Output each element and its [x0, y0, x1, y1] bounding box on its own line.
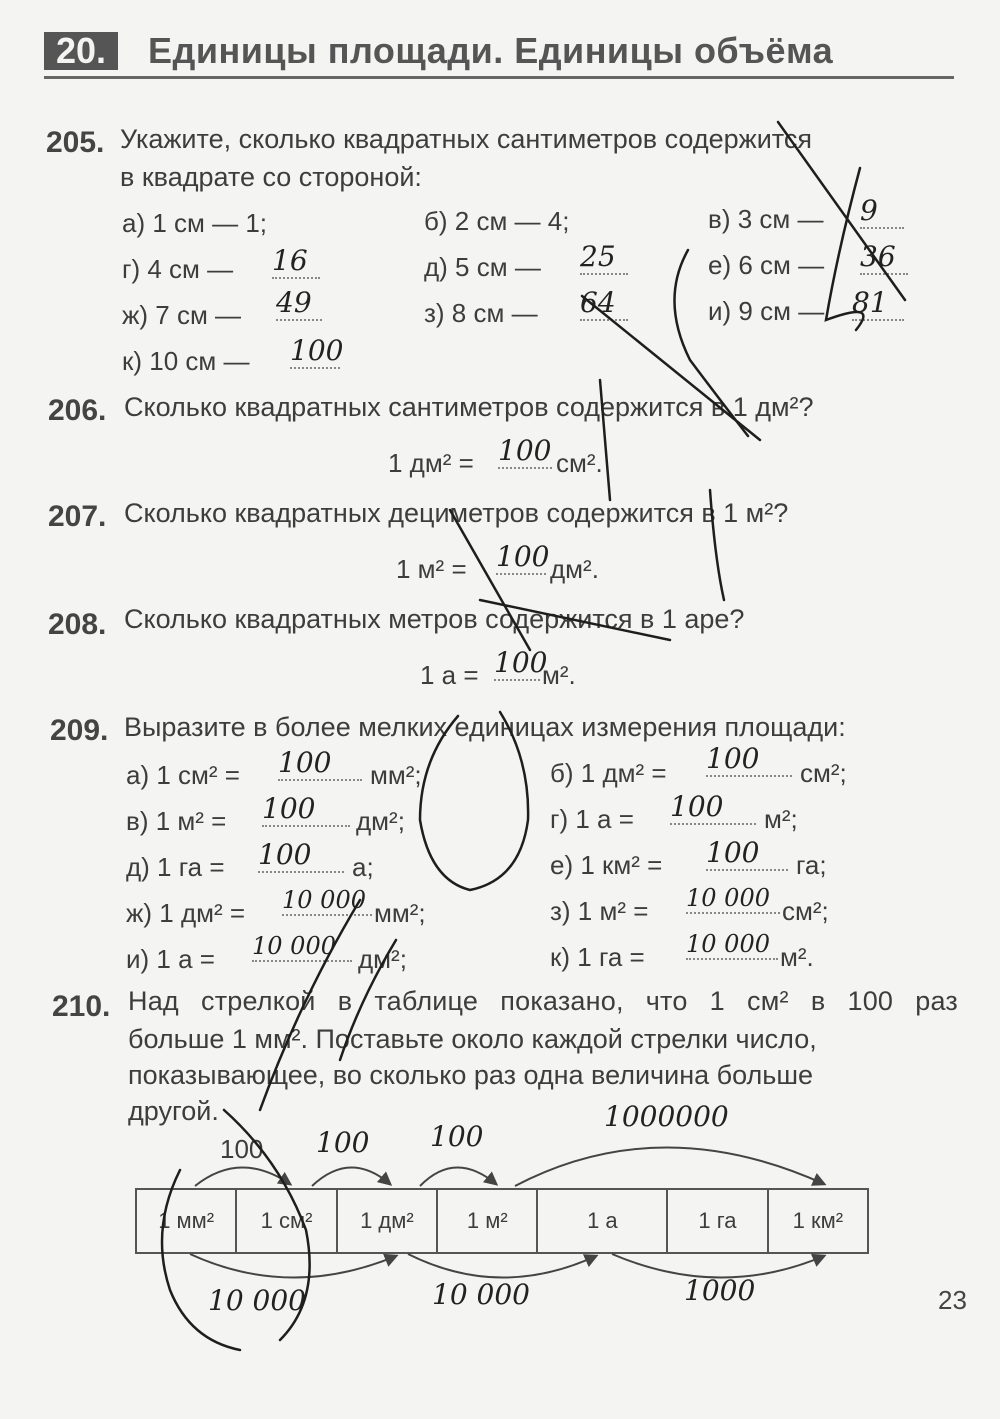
arrow-mm-dm: [190, 1254, 396, 1278]
chapter-number: 20.: [44, 32, 118, 70]
exercise-210-line1: Над стрелкой в таблице показано, что 1 см² в 100 раз: [128, 986, 958, 1016]
ex209-item-b-left: б) 1 дм² =: [550, 758, 667, 788]
exercise-210-line2: больше 1 мм². Поставьте около каждой стрелки число,: [128, 1024, 817, 1054]
exercise-210-line3: показывающее, во сколько раз одна величина больше: [128, 1060, 814, 1090]
ex205-answer-i: 81: [852, 286, 904, 321]
ex205-item-i: и) 9 см —: [708, 296, 825, 326]
ex209-item-d-left: д) 1 га =: [126, 852, 225, 882]
ex207-eq-left: 1 м² =: [396, 554, 467, 584]
ex208-eq-left: 1 а =: [420, 660, 479, 690]
ex205-answer-v: 9: [860, 194, 904, 229]
table-cell: 1 а: [538, 1190, 668, 1252]
ex209-answer-b: 100: [706, 742, 792, 777]
ex205-answer-zh: 49: [276, 286, 322, 321]
ex206-eq-left: 1 дм² =: [388, 448, 474, 478]
pen-scribble: [600, 380, 610, 500]
ex205-item-d: д) 5 см —: [424, 252, 541, 282]
ex209-answer-z: 10 000: [686, 884, 780, 914]
ex209-item-z-left: з) 1 м² =: [550, 896, 649, 926]
ex205-answer-z: 64: [580, 286, 628, 321]
ex208-eq-right: м².: [542, 660, 576, 690]
pen-scribble: [224, 1110, 310, 1340]
ex205-item-b: б) 2 см — 4;: [424, 206, 570, 236]
ex209-item-g-left: г) 1 а =: [550, 804, 634, 834]
ex205-item-e: е) 6 см —: [708, 250, 825, 280]
ex208-answer: 100: [494, 646, 548, 679]
ex210-hw-top-3: 1000000: [604, 1100, 729, 1133]
ex205-item-a: а) 1 см — 1;: [122, 208, 268, 238]
exercise-207-question: Сколько квадратных дециметров содержится в 1 м²?: [124, 498, 789, 528]
arrow-a-km: [612, 1254, 824, 1278]
ex206-answer: 100: [498, 434, 552, 467]
ex210-hw-bottom-1: 10 000: [208, 1284, 306, 1317]
ex209-answer-a: 100: [278, 746, 362, 781]
ex209-answer-k: 10 000: [686, 930, 778, 960]
ex209-answer-zh: 10 000: [282, 886, 372, 916]
ex210-hw-bottom-2: 10 000: [432, 1278, 530, 1311]
ex209-item-k-left: к) 1 га =: [550, 942, 645, 972]
ex210-printed-arrow-label: 100: [220, 1134, 264, 1164]
ex209-item-g-right: м²;: [764, 804, 798, 834]
ex205-answer-e: 36: [860, 240, 908, 275]
ex205-item-z: з) 8 см —: [424, 298, 538, 328]
ex209-item-e-right: га;: [796, 850, 827, 880]
chapter-title: Единицы площади. Единицы объёма: [148, 30, 834, 71]
pen-scribble: [340, 940, 396, 1060]
table-cell: 1 мм²: [137, 1190, 237, 1252]
ex205-item-k: к) 10 см —: [122, 346, 250, 376]
ex205-answer-g: 16: [272, 244, 320, 279]
pen-scribble: [674, 250, 748, 436]
arrow-cm-dm: [312, 1167, 390, 1186]
table-cell: 1 км²: [792, 1208, 844, 1233]
pen-scribble: [582, 296, 760, 440]
ex209-answer-d: 100: [258, 838, 344, 873]
ex209-item-v-right: дм²;: [356, 806, 405, 836]
exercise-205-number: 205.: [46, 126, 105, 159]
ex205-item-g: г) 4 см —: [122, 254, 234, 284]
ex205-answer-d: 25: [580, 240, 628, 275]
exercise-207-number: 207.: [48, 500, 107, 533]
ex209-item-v-left: в) 1 м² =: [126, 806, 227, 836]
ex209-item-z-right: см²;: [782, 896, 829, 926]
exercise-205-text-line2: в квадрате со стороной:: [120, 162, 422, 192]
ex209-item-a-left: а) 1 см² =: [126, 760, 240, 790]
ex206-eq-right: см².: [556, 448, 603, 478]
ex210-hw-bottom-3: 1000: [684, 1274, 756, 1307]
exercise-208-question: Сколько квадратных метров содержится в 1 аре?: [124, 604, 745, 634]
page-number: 23: [938, 1285, 967, 1315]
ex209-item-zh-right: мм²;: [374, 898, 426, 928]
exercise-209-number: 209.: [50, 714, 109, 747]
exercise-210-line4: другой.: [128, 1096, 219, 1126]
pen-scribble: [778, 122, 905, 300]
ex209-answer-i: 10 000: [252, 932, 352, 962]
arrow-dm-m: [420, 1167, 496, 1186]
ex209-item-a-right: мм²;: [370, 760, 422, 790]
pen-scribble: [162, 1170, 240, 1350]
arrow-m-km: [515, 1147, 824, 1186]
ex207-eq-right: дм².: [550, 554, 599, 584]
ex209-item-b-right: см²;: [800, 758, 847, 788]
ex209-item-i-left: и) 1 а =: [126, 944, 215, 974]
exercise-210-number: 210.: [52, 990, 111, 1023]
exercise-208-number: 208.: [48, 608, 107, 641]
pen-scribble: [420, 712, 528, 890]
exercise-209-question: Выразите в более мелких единицах измерения площади:: [124, 712, 846, 742]
ex209-item-k-right: м².: [780, 942, 814, 972]
ex209-item-zh-left: ж) 1 дм² =: [126, 898, 246, 928]
exercise-206-number: 206.: [48, 394, 107, 427]
pen-scribble: [450, 510, 530, 650]
table-cell: 1 га: [668, 1190, 768, 1252]
ex207-answer: 100: [496, 540, 550, 573]
pen-scribble: [480, 600, 670, 640]
pen-scribble: [826, 168, 863, 330]
table-cell: 1 см²: [237, 1190, 337, 1252]
exercise-206-question: Сколько квадратных сантиметров содержится в 1 дм²?: [124, 392, 814, 422]
ex210-hw-top-1: 100: [316, 1126, 370, 1159]
arrow-m-a: [408, 1254, 596, 1278]
ex209-item-i-right: дм²;: [358, 944, 407, 974]
ex209-item-d-right: а;: [352, 852, 374, 882]
ex209-answer-v: 100: [262, 792, 350, 827]
exercise-205-text-line1: Укажите, сколько квадратных сантиметров содержится: [120, 124, 812, 154]
table-cell: 1 дм²: [338, 1190, 438, 1252]
pen-scribble: [260, 900, 360, 1110]
ex209-answer-e: 100: [706, 836, 788, 871]
ex205-item-v: в) 3 см —: [708, 204, 824, 234]
ex209-item-e-left: е) 1 км² =: [550, 850, 663, 880]
ex210-hw-top-2: 100: [430, 1120, 484, 1153]
pen-scribble: [710, 490, 724, 600]
ex205-answer-k: 100: [290, 334, 344, 367]
table-cell: 1 м²: [438, 1190, 538, 1252]
ex209-answer-g: 100: [670, 790, 756, 825]
ex205-item-zh: ж) 7 см —: [122, 300, 242, 330]
